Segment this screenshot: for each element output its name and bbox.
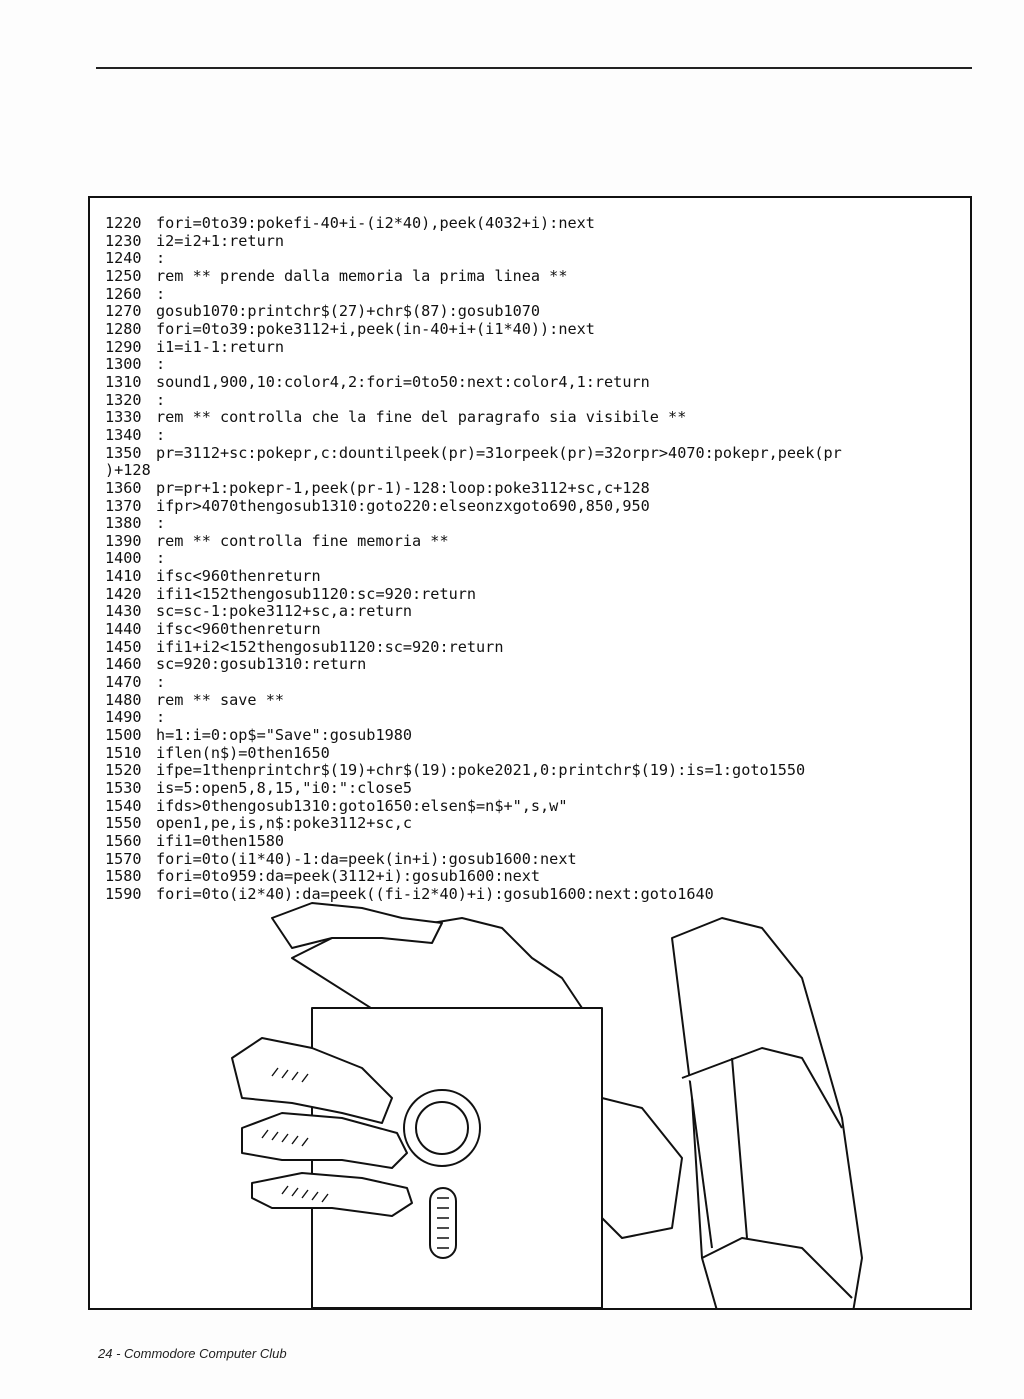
line-code: gosub1070:printchr$(27)+chr$(87):gosub1070 <box>156 302 541 321</box>
code-line <box>105 392 965 410</box>
hand-inserting-floppy-disk-illustration <box>202 898 902 1310</box>
code-line <box>105 303 965 321</box>
line-code: ifds>0thengosub1310:goto1650:elsen$=n$+",s,w" <box>156 796 568 815</box>
line-code: rem ** prende dalla memoria la prima linea ** <box>156 266 568 285</box>
line-number: 1220 <box>105 214 142 232</box>
line-code: ifi1=0then1580 <box>156 831 285 850</box>
line-code: sound1,900,10:color4,2:fori=0to50:next:color4,1:return <box>156 372 650 391</box>
line-number: 1230 <box>105 231 142 250</box>
line-code: : <box>156 514 166 533</box>
line-code: fori=0to(i1*40)-1:da=peek(in+i):gosub1600:next <box>156 849 577 868</box>
line-code: fori=0to959:da=peek(3112+i):gosub1600:next <box>156 867 541 886</box>
line-number: 1470 <box>105 673 142 692</box>
code-line <box>105 745 965 763</box>
line-number: 1430 <box>105 602 142 621</box>
code-line <box>105 462 965 480</box>
code-line <box>105 815 965 833</box>
line-number: 1390 <box>105 531 142 550</box>
line-code: fori=0to39:pokefi-40+i-(i2*40),peek(4032+i):next <box>156 214 595 232</box>
code-line <box>105 339 965 357</box>
line-number: 1570 <box>105 849 142 868</box>
code-line <box>105 533 965 551</box>
page-footer: 24 - Commodore Computer Club <box>98 1346 287 1361</box>
line-number: 1440 <box>105 620 142 639</box>
line-code: pr=3112+sc:pokepr,c:dountilpeek(pr)=31orpeek(pr)=32orpr>4070:pokepr,peek(pr <box>156 443 842 462</box>
line-code: is=5:open5,8,15,"i0:":close5 <box>156 779 413 797</box>
line-number: 1520 <box>105 761 142 780</box>
line-code: rem ** controlla che la fine del paragrafo sia visibile ** <box>156 408 687 427</box>
code-line <box>105 268 965 286</box>
code-line <box>105 409 965 427</box>
line-code: : <box>156 284 166 303</box>
line-number: 1290 <box>105 337 142 356</box>
code-line <box>105 498 965 516</box>
line-number: 1460 <box>105 655 142 674</box>
line-code: sc=920:gosub1310:return <box>156 655 367 674</box>
line-code: i1=i1-1:return <box>156 337 285 356</box>
line-code: : <box>156 673 166 692</box>
line-number: 1250 <box>105 266 142 285</box>
line-number: 1480 <box>105 690 142 709</box>
line-code: ifsc<960thenreturn <box>156 567 321 586</box>
code-line <box>105 833 965 851</box>
basic-code-listing <box>105 215 965 904</box>
line-code: open1,pe,is,n$:poke3112+sc,c <box>156 814 413 833</box>
code-line <box>105 639 965 657</box>
line-number: 1280 <box>105 319 142 338</box>
line-number: 1370 <box>105 496 142 515</box>
line-number: 1360 <box>105 478 142 497</box>
line-number: 1380 <box>105 514 142 533</box>
code-line <box>105 674 965 692</box>
line-code: iflen(n$)=0then1650 <box>156 743 330 762</box>
line-number: 1450 <box>105 637 142 656</box>
line-number: 1510 <box>105 743 142 762</box>
line-number: 1590 <box>105 884 142 903</box>
top-rule <box>96 67 972 69</box>
line-number: 1240 <box>105 249 142 268</box>
line-number: 1400 <box>105 549 142 568</box>
line-code: : <box>156 708 166 727</box>
code-line <box>105 656 965 674</box>
code-line <box>105 321 965 339</box>
line-number: 1320 <box>105 390 142 409</box>
line-number: 1560 <box>105 831 142 850</box>
line-code: ifpr>4070thengosub1310:goto220:elseonzxgoto690,850,950 <box>156 496 650 515</box>
code-line <box>105 427 965 445</box>
line-number: 1420 <box>105 584 142 603</box>
line-number: 1260 <box>105 284 142 303</box>
program-listing-box <box>88 196 972 1310</box>
line-number: 1500 <box>105 726 142 745</box>
line-code: ifpe=1thenprintchr$(19)+chr$(19):poke2021,0:printchr$(19):is=1:goto1550 <box>156 761 806 780</box>
line-number: 1580 <box>105 867 142 886</box>
code-line <box>105 215 965 233</box>
line-number: 1270 <box>105 302 142 321</box>
line-code: rem ** save ** <box>156 690 285 709</box>
code-line <box>105 356 965 374</box>
code-line <box>105 798 965 816</box>
code-line <box>105 727 965 745</box>
code-line <box>105 586 965 604</box>
code-line <box>105 709 965 727</box>
line-code: i2=i2+1:return <box>156 231 285 250</box>
line-number: 1310 <box>105 372 142 391</box>
line-code: : <box>156 425 166 444</box>
line-number: 1350 <box>105 443 142 462</box>
line-number: 1340 <box>105 425 142 444</box>
code-line <box>105 550 965 568</box>
line-number: 1300 <box>105 355 142 374</box>
code-line <box>105 762 965 780</box>
code-line <box>105 445 965 463</box>
line-code: fori=0to39:poke3112+i,peek(in-40+i+(i1*40)):next <box>156 319 595 338</box>
code-line <box>105 480 965 498</box>
code-line <box>105 621 965 639</box>
line-code: ifsc<960thenreturn <box>156 620 321 639</box>
code-line <box>105 851 965 869</box>
line-code: pr=pr+1:pokepr-1,peek(pr-1)-128:loop:poke3112+sc,c+128 <box>156 478 650 497</box>
line-code: : <box>156 549 166 568</box>
line-number: 1540 <box>105 796 142 815</box>
code-line <box>105 780 965 798</box>
code-line <box>105 374 965 392</box>
code-line <box>105 515 965 533</box>
line-code: ifi1<152thengosub1120:sc=920:return <box>156 584 477 603</box>
line-code: : <box>156 390 166 409</box>
line-code: ifi1+i2<152thengosub1120:sc=920:return <box>156 637 504 656</box>
code-line <box>105 603 965 621</box>
code-line <box>105 568 965 586</box>
line-number: 1530 <box>105 779 142 797</box>
line-code: )+128 <box>105 461 151 480</box>
line-code: h=1:i=0:op$="Save":gosub1980 <box>156 726 413 745</box>
code-line <box>105 233 965 251</box>
line-code: fori=0to(i2*40):da=peek((fi-i2*40)+i):gosub1600:next:goto1640 <box>156 884 714 903</box>
code-line <box>105 250 965 268</box>
line-number: 1410 <box>105 567 142 586</box>
line-code: : <box>156 249 166 268</box>
code-line <box>105 868 965 886</box>
code-line <box>105 692 965 710</box>
line-code: sc=sc-1:poke3112+sc,a:return <box>156 602 413 621</box>
line-code: rem ** controlla fine memoria ** <box>156 531 449 550</box>
line-number: 1330 <box>105 408 142 427</box>
line-code: : <box>156 355 166 374</box>
code-line <box>105 286 965 304</box>
line-number: 1490 <box>105 708 142 727</box>
line-number: 1550 <box>105 814 142 833</box>
